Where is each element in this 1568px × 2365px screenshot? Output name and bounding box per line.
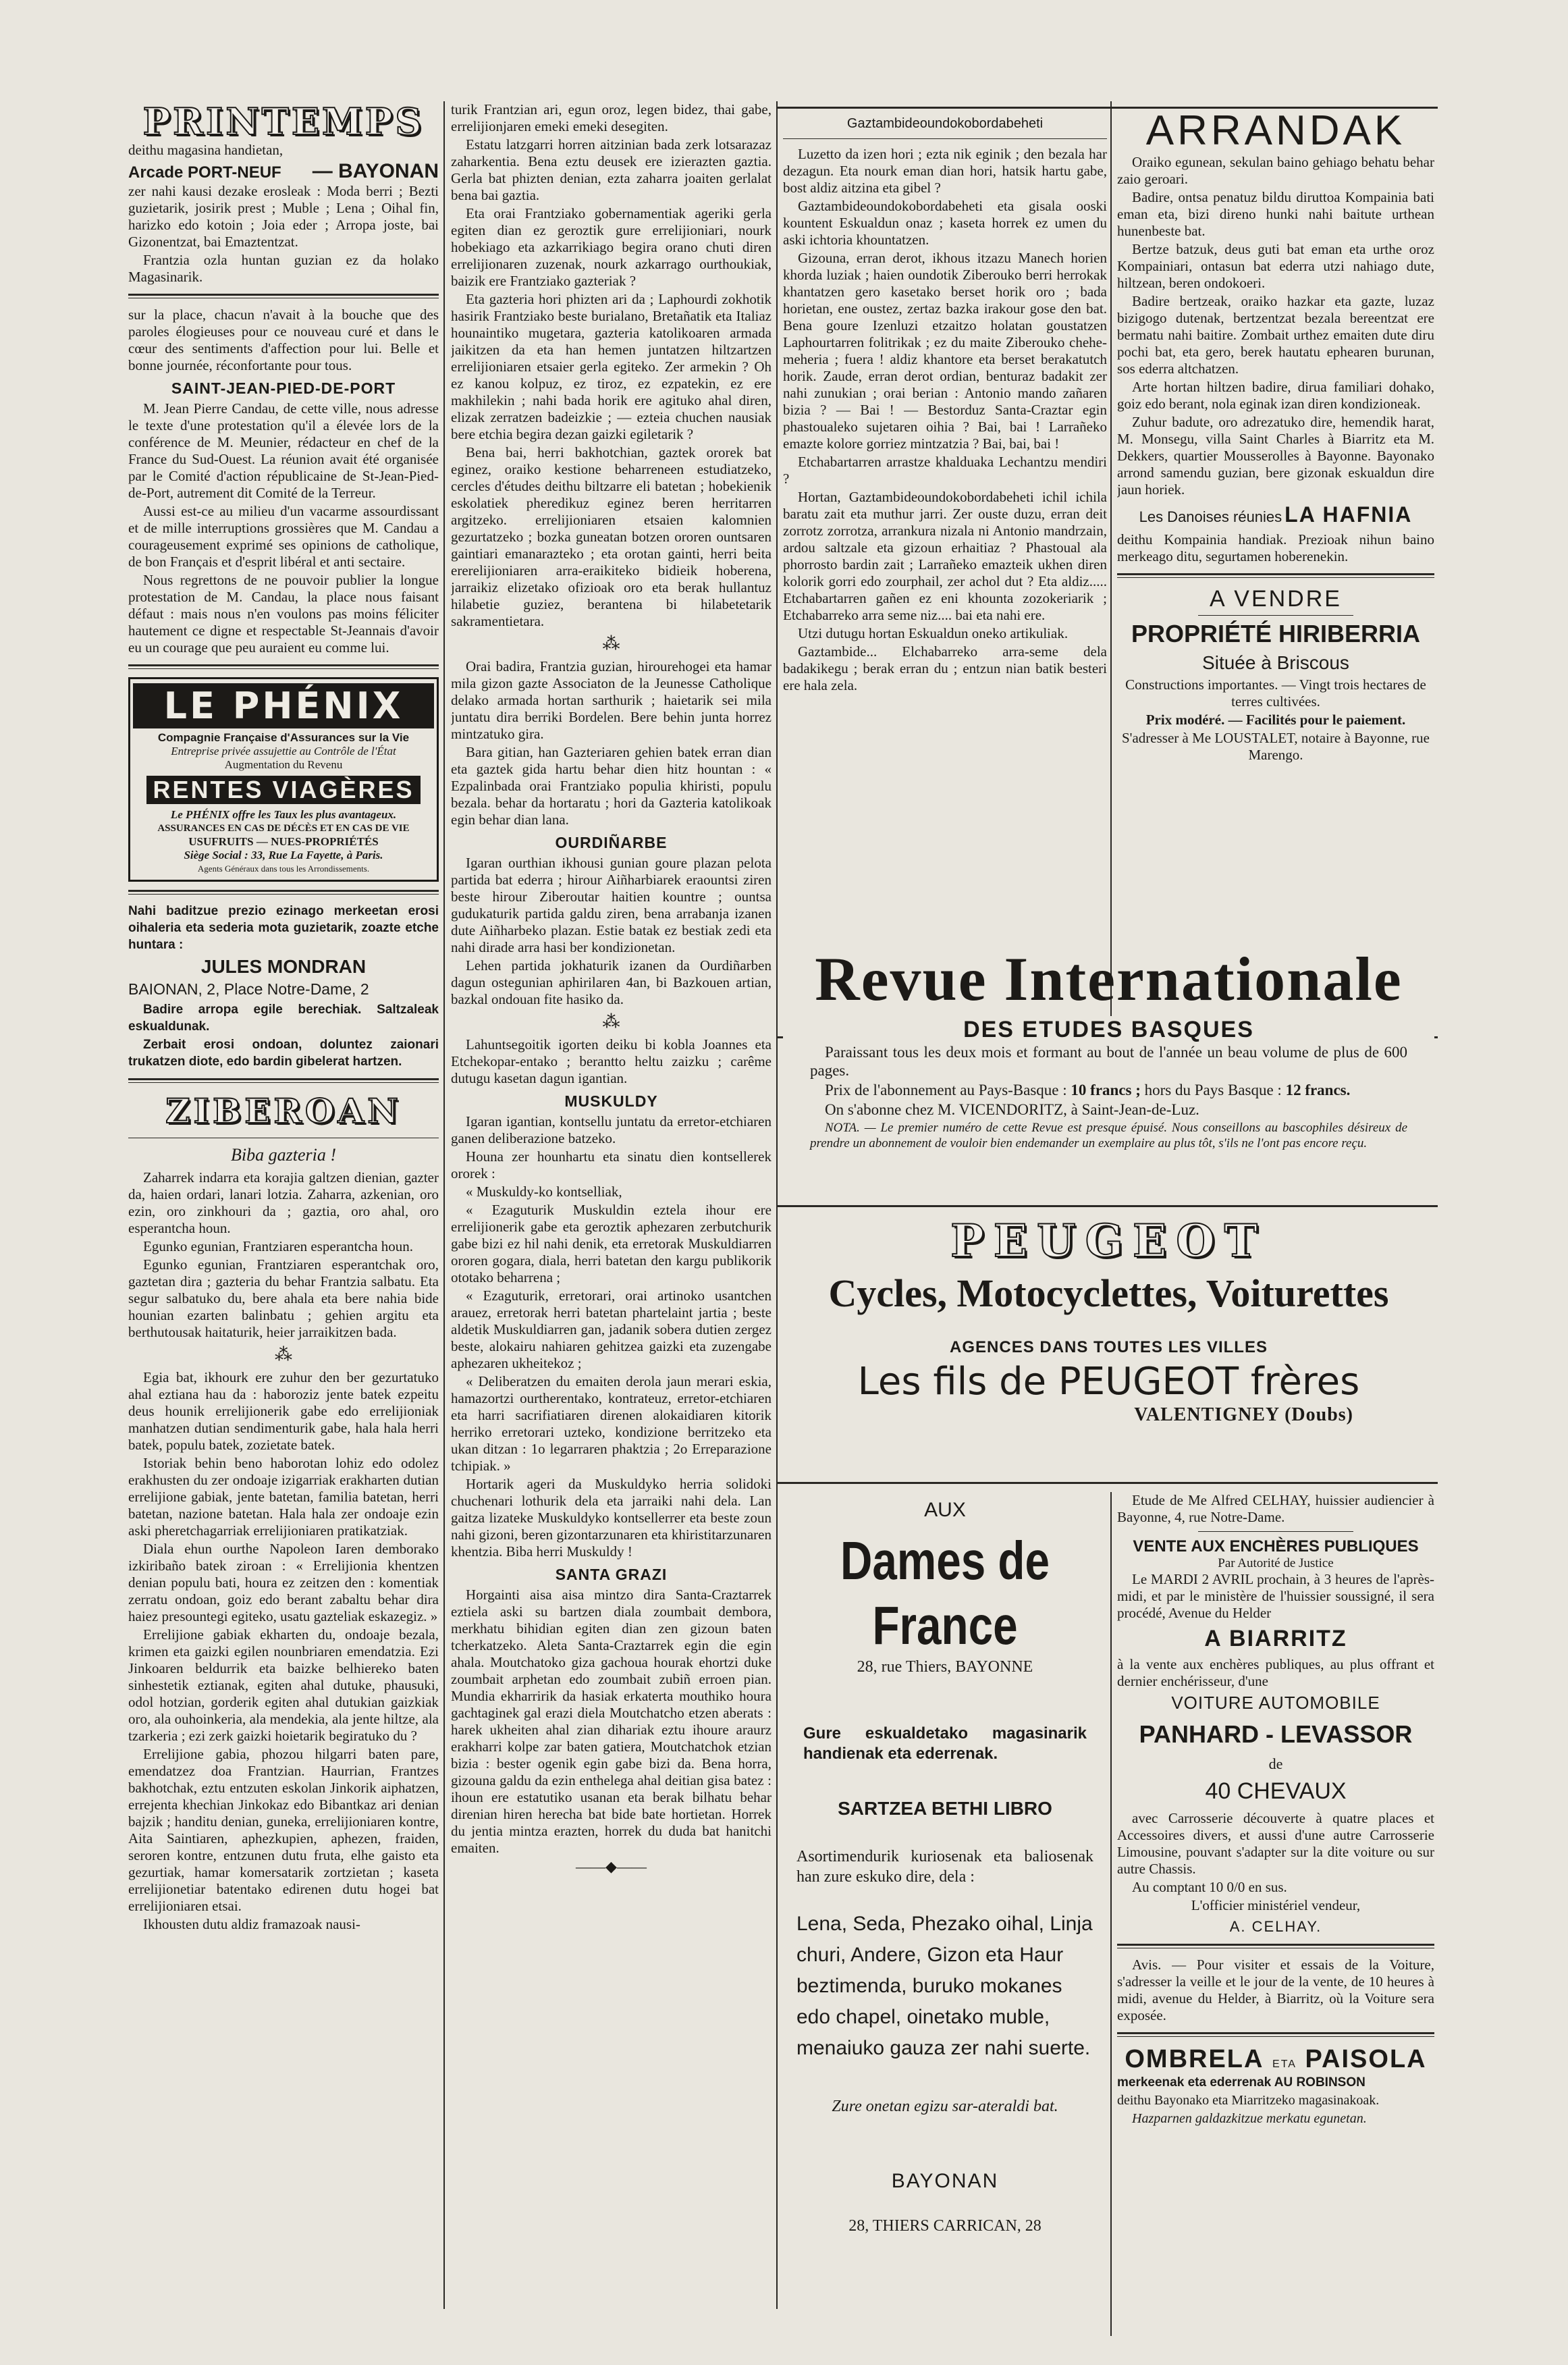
ombrela-word: OMBRELA bbox=[1125, 2045, 1264, 2073]
celhay-p6: L'officier ministériel vendeur, bbox=[1191, 1897, 1361, 1913]
revue-price-c: hors du Pays Basque : bbox=[1144, 1082, 1282, 1098]
sjpp-p2: Aussi est-ce au milieu d'un vacarme assourdissant et de mille interruptions grossières que M. Candau a courageusement exprimé ses opinions de catholique, de bon Français et d'esprit libéral et anti sectaire. bbox=[128, 503, 439, 570]
star-ornament: ⁂ bbox=[602, 1012, 620, 1032]
celhay-panhard: PANHARD - LEVASSOR bbox=[1139, 1720, 1413, 1748]
celhay-h2: Par Autorité de Justice bbox=[1218, 1556, 1334, 1570]
peugeot-title: PEUGEOT bbox=[950, 1215, 1267, 1267]
dames-l2: SARTZEA BETHI LIBRO bbox=[838, 1798, 1052, 1819]
musk-p2: Houna zer hounhartu eta sinatu dien kontsellerek ororek : bbox=[451, 1148, 772, 1181]
musk-p3: « Muskuldy-ko kontselliak, bbox=[466, 1184, 622, 1200]
ziberoan-p2: Egunko egunian, Frantziaren esperantcha houn. bbox=[143, 1238, 414, 1254]
col2-p6: Orai badira, Frantzia guzian, hirourehogei eta hamar mila gizon gazte Associaton de la Jeunesse Catholique delako armada hortan sarthurik ; haietarik sei mila juntatu dira berriki Bordelen. Bere behin junta horrez mintzatuko gira. bbox=[451, 658, 772, 742]
divider bbox=[128, 1078, 439, 1083]
candau-intro: sur la place, chacun n'avait à la bouche que des paroles élogieuses pour ce nouveau curé et dans le cœur des sentiments d'affection pour lui. Belle et bonne journée, réconfortante pour tous. bbox=[128, 307, 439, 373]
ziberoan-p4: Egia bat, ikhourk ere zuhur den ber gezurtatuko ahal eztiana hau da : haboroziz jente batek ezpeitu deus hounik errelijionerik gabe edo errelijioniak manhatzen dutian sendimenturik gabe, hala hala herri batek, populu batek, zozietate batek. bbox=[128, 1369, 439, 1453]
section-rule bbox=[776, 1205, 1438, 1207]
divider bbox=[1198, 615, 1353, 616]
divider bbox=[128, 294, 439, 298]
hafnia-name: LA HAFNIA bbox=[1285, 502, 1413, 527]
printemps-line: deithu magasina handietan, bbox=[128, 142, 283, 158]
vendre-l2: Prix modéré. — Facilités pour le paiement. bbox=[1145, 712, 1406, 728]
revue-price-b: 10 francs ; bbox=[1071, 1082, 1141, 1098]
printemps-address bbox=[128, 160, 439, 183]
phenix-l5: ASSURANCES EN CAS DE DÉCÈS ET EN CAS DE VIE bbox=[157, 823, 410, 834]
arrandak-p6: Zuhur badute, oro adrezatuko dire, hemendik harat, M. Monsegu, villa Saint Charles à Biarritz eta M. Dekkers, quartier Mousserolles à Bayonne. Bayonako arrond samendu guzian, bere gizonak eskualdun dire jaun horiek. bbox=[1117, 414, 1434, 498]
dames-l7: 28, THIERS CARRICAN, 28 bbox=[848, 2217, 1042, 2235]
divider bbox=[783, 138, 1107, 139]
ourdinarbe-heading: OURDIÑARBE bbox=[555, 834, 668, 851]
celhay-avis: Avis. — Pour visiter et essais de la Voiture, s'adresser la veille et le jour de la vente, de 10 heures à midi, avenue du Helder, à Biarritz, où la Voiture sera exposée. bbox=[1117, 1957, 1434, 2023]
ziberoan-p9: Ikhousten dutu aldiz framazoak nausi- bbox=[143, 1916, 360, 1932]
revue-price bbox=[810, 1081, 1407, 1099]
phenix-l7: Siège Social : 33, Rue La Fayette, à Paris. bbox=[184, 849, 383, 861]
dames-de-france-ad bbox=[783, 1492, 1107, 2336]
celhay-p5: Au comptant 10 0/0 en sus. bbox=[1132, 1879, 1287, 1895]
col2-p5: Bena bai, herri bakhotchian, gaztek ororek bat eginez, oraiko kestione beharreneen estudiatzeko, cercles d'études deithu biltzarre eli batetan ; hobekienik eskolatiek pheredikuz eginez beren herritarren argitzeko. errelijioniaren etsaien kalomnien gezurtatzeko ; bozka guneatan botzen ororen ountsaren gaintiari emanarazteko ; eta orotan gainti, herri beita ererelijioniaren arra-eraikiteko bidieik hoberena, jarraikiz elizetako ofizioak oro eta berak hullantuz hilabetie guziez, berantena bi hilabetetarik sakramentietara. bbox=[451, 444, 772, 629]
col3-p6: Utzi dutugu hortan Eskualdun oneko artikuliak. bbox=[798, 625, 1069, 641]
celhay-p3: à la vente aux enchères publiques, au plus offrant et dernier enchérisseur, d'une bbox=[1117, 1656, 1434, 1689]
vendre-sit: Située à Briscous bbox=[1202, 652, 1349, 673]
sjpp-p3: Nous regrettons de ne pouvoir publier la longue protestation de M. Candau, la place nous faisant défaut : mais nous n'en voulons pas moins féliciter hautement ce digne et respectable St-Jeannais d'avoir eu un courage que peu auraient eu comme lui. bbox=[128, 572, 439, 656]
celhay-p2: Le MARDI 2 AVRIL prochain, à 3 heures de l'après-midi, et par le ministère de l'huissier soussigné, il sera procédé, Avenue du Helder bbox=[1117, 1571, 1434, 1621]
printemps-text2: Frantzia ozla huntan guzian ez da holako Magasinarik. bbox=[128, 252, 439, 285]
column-rule bbox=[1110, 101, 1112, 1033]
peugeot-ad bbox=[783, 1215, 1434, 1479]
ourd-p1: Igaran ourthian ikhousi gunian goure plazan pelota partida bat ederra ; hirour Aiñharbiarek eraountsi ziren beste hirour Ziberoutar haitien kountre ; ountsa gudukaturik partida galdu ziren, bena arrabanja izanen dute Aiñharbeko plazan. Estie batak ez bestiak zedi eta nahi dirade arra hasi ber kondizionetan. bbox=[451, 855, 772, 955]
musk-p6: « Deliberatzen du emaiten derola jaun merari eskia, hamazortzi ourtherentako, kontrateuz, erretor-etchiaren eta harri sacrifiatiaren direnen alokaidiaren kitorik herriko erretorari uzteko, kondizione berritzeko eta ukan ditzan : 1o legarraren phaktzia ; 2o Erreparazione tchipiak. » bbox=[451, 1373, 772, 1474]
celhay-signature: A. CELHAY. bbox=[1229, 1918, 1322, 1935]
mondran-l2: Zerbait erosi ondoan, doluntez zaionari trukatzen diote, edo bardin gibelerat hartzen. bbox=[128, 1038, 439, 1069]
ziberoan-p1: Zaharrek indarra eta korajia galtzen dienian, gazter da, haien ordari, lanari lotzia. Zaharra, azkenian, oro ezin, oro zinkhouri da ; gaztia, oro ahal, oro esperantcha houn. bbox=[128, 1169, 439, 1236]
ziberoan-p8: Errelijione gabia, phozou hilgarri baten pare, emendatzez doa Frantzian. Haurrian, Frantzes bakhotchak, eztu entzuten eskolan Jinkorik aiphatzen, errejenta khechian Jinkokaz edo Bibantkaz ari denian bajzik ; handitu denian, guneka, errelijioniaren kontre, Aita Saintiaren, aphezkupien, aphezen, fraiden, seroren kontre, entzunen dutu fruta, elhe gaisto eta gezurtiak, hamar komersatarik zortzietan ; kaseta errelijionetiar batentako edirenen dutu hogei bat errelijioniaren etsai. bbox=[128, 1746, 439, 1914]
end-ornament: ——◆—— bbox=[576, 1858, 647, 1875]
ourd-p2: Lehen partida jokhaturik izanen da Ourdiñarben dagun ostegunian aphirilaren 4an, bi Bazkouen artian, bazkal ondouan fite hasiko da. bbox=[451, 957, 772, 1007]
celhay-p1: Etude de Me Alfred CELHAY, huissier audiencier à Bayonne, 4, rue Notre-Dame. bbox=[1117, 1492, 1434, 1525]
vendre-l1: Constructions importantes. — Vingt trois hectares de terres cultivées. bbox=[1125, 676, 1426, 710]
arrandak-p2: Badire, ontsa penatuz bildu diruttoa Kompainia bati eman eta, bizi direno hunki nahi baitute urthean hunenbeste bat. bbox=[1117, 189, 1434, 239]
musk-p5: « Ezaguturik, erretorari, orai artinoko usantchen arauez, erretorak herri batetan phartelaint jartia ; beste aldetik Muskuldiarren gan, jadanik sobera dutien zergez beste, alokairu nahiaren gehitzea gaizki eta zuzengabe aphezaren ukheitekoz ; bbox=[451, 1287, 772, 1371]
ziberoan-p6: Diala ehun ourthe Napoleon Iaren demborako izkiribaño batek ziroan : « Errelijionia khentzen denian populu bati, houra ez zeitzen den : komentiak zerratu ondoan, goiz edo berant zabaltu behar dira haiez presountegi egiteko, usatu gazteliak eskazegiz. » bbox=[128, 1541, 439, 1624]
mondran-l1: Badire arropa egile berechiak. Saltzaleak eskualdunak. bbox=[128, 1003, 439, 1034]
divider bbox=[1198, 1531, 1353, 1532]
peugeot-sub: Cycles, Motocyclettes, Voiturettes bbox=[828, 1271, 1389, 1315]
revue-subtitle: DES ETUDES BASQUES bbox=[783, 1016, 1434, 1043]
arrandak-p3: Bertze batzuk, deus guti bat eman eta urthe oroz Kompainiari, ontasun bat ederra utzi nahiago dute, hiltzean, beren ondokoeri. bbox=[1117, 241, 1434, 291]
dames-l6: BAYONAN bbox=[891, 2170, 999, 2192]
col2-p7: Bara gitian, han Gazteriaren gehien batek erran dian eta gaztek gida hartu behar dien hitz hountan : « Ezpalinbada orai Frantziako populia khiristi, populu bezala. behar da hortaratu ; hori da Gazteria katolikoak egin behar dian lana. bbox=[451, 744, 772, 828]
vendre-l3: S'adresser à Me LOUSTALET, notaire à Bayonne, rue Marengo. bbox=[1122, 730, 1430, 763]
ombrela-eta: ETA bbox=[1272, 2058, 1297, 2070]
dames-l3: Asortimendurik kuriosenak eta baliosenak han zure eskuko dire, dela : bbox=[796, 1848, 1093, 1886]
peugeot-valentigney: VALENTIGNEY (Doubs) bbox=[1134, 1404, 1353, 1425]
star-ornament: ⁂ bbox=[275, 1345, 292, 1364]
col3-p1: Luzetto da izen hori ; ezta nik eginik ; den bezala har dezagun. Eta nourk eman dian hori, hatsik hartu gabe, bost aldiz aitzina eta gibel ? bbox=[783, 146, 1107, 196]
ombrela-l3: Hazparnen galdazkitzue merkatu egunetan. bbox=[1132, 2111, 1367, 2126]
printemps-city: — BAYONAN bbox=[312, 160, 439, 182]
revue-l3: On s'abonne chez M. VICENDORITZ, à Saint-Jean-de-Luz. bbox=[825, 1101, 1199, 1118]
mondran-intro: Nahi baditzue prezio ezinago merkeetan erosi oihaleria eta sederia mota guzietarik, zoazte etche huntara : bbox=[128, 904, 439, 952]
dames-addr: 28, rue Thiers, BAYONNE bbox=[857, 1658, 1033, 1676]
phenix-ad bbox=[128, 677, 439, 882]
col3-p7: Gaztambide... Elchabarreko arra-seme dela badakikegu ; berak erran du ; entzun nian batik besteri ere hala zela. bbox=[783, 643, 1107, 693]
arrandak-p1: Oraiko egunean, sekulan baino gehiago behatu behar zaio geroari. bbox=[1117, 154, 1434, 187]
revue-price-a: Prix de l'abonnement au Pays-Basque : bbox=[825, 1082, 1067, 1098]
divider bbox=[1117, 2032, 1434, 2037]
divider bbox=[128, 890, 439, 895]
dames-aux: AUX bbox=[924, 1499, 966, 1521]
arrandak-title: ARRANDAK bbox=[1145, 107, 1406, 154]
mondran-addr: BAIONAN, 2, Place Notre-Dame, 2 bbox=[128, 980, 369, 998]
ziberoan-p7: Errelijione gabiak ekharten du, ondoaje bezala, krimen eta gaizki egilen nounbriaren emendatzia. Ezi Jinkoaren beldurrik eta baizke belhiereko baten sinhestetik eztianak, egiten ahal dutuke, phausuki, odol hotzian, gorderik egiten ahal dutukian gaizkiak oro, ala ouhoinkeria, ala mendekia, ala jente hiltze, ala tzarkeria ; ezi zerk gaizki hoietarik begiratuko du ? bbox=[128, 1626, 439, 1744]
star-ornament: ⁂ bbox=[602, 634, 620, 654]
column-4 bbox=[1117, 101, 1434, 1043]
col3-p3: Gizouna, erran derot, ikhous itzazu Manech horien khorda luziak ; haien oundotik Ziberouko berri herrokak khantatzen gero kasetako berset horik oro ; bada horietan, ene oustez, zertaz bazka irakour gose den bat. Bena goure Izenluzi etzaitzo holatan goustatzen Laphourtarren folitrikak ; ez du maite Ziberouko chehe-meheria ; fuera ! aldiz khantore eta berset berakatutch horik. Zaude, erran derot ordian, benturaz badakit zer nahi zunukian ; orai berian : Antonio mando zañaren bizia ? — Bai ! — Bestorduz Santa-Craztar egin phastoualeko sujetaren oihia ? Bai, bai ! Larrañeko emazte kolore gorriez mintzatzia ? Bai, bai, bai ! bbox=[783, 250, 1107, 452]
muskuldy-heading: MUSKULDY bbox=[564, 1092, 658, 1110]
col2-p4: Eta gazteria hori phizten ari da ; Laphourdi zokhotik hasirik Frantziako beste burialano, Bretañatik eta Italiaz hounaintiko mugetara, gazteria katolikoaren armada jaikitzen da eta han hemen juntatzen hiltzartzen errelijioniaren etsaier gerla egiteko. Zer armekin ? Oh ez kanou kolpuz, ez tiroz, ez ezpatekin, ez ere makhilekin ; nahi bada horik ere agituko ahal diren, elizak zerratzen badeizkie ; — ezteia chuchen nausiak bere etchia begira dezan gaizki egiletarik ? bbox=[451, 291, 772, 442]
phenix-l4: Le PHÉNIX offre les Taux les plus avantageux. bbox=[170, 808, 397, 821]
column-2 bbox=[451, 101, 772, 2316]
column-rule bbox=[443, 101, 445, 2309]
sjpp-heading: SAINT-JEAN-PIED-DE-PORT bbox=[171, 379, 396, 397]
sjpp-p1: M. Jean Pierre Candau, de cette ville, nous adresse le texte d'une protestation qu'il a élevée lors de la conférence de M. Meunier, rédacteur en chef de la France du Sud-Ouest. La réunion avait été organisée par le Comité d'action républicaine de St-Jean-Pied-de-Port, autrement dit Comité de la Terreur. bbox=[128, 400, 439, 501]
revue-ad bbox=[783, 1043, 1434, 1151]
ombrela-l2: deithu Bayonako eta Miarritzeko magasinakoak. bbox=[1117, 2093, 1380, 2108]
ziberoan-p5: Istoriak behin beno haborotan lohiz edo odolez erakhusten du zer ondoaje izigarriak erakharten dutian errelijione gabiak, jente batetan, familia batetan, herri batetan, nazione batetan. Hala hala zer ondoaje ezin aski pheretchagarriak errelijioniaren pratikatziak. bbox=[128, 1455, 439, 1539]
ziberoan-p3: Egunko egunian, Frantziaren esperantchak oro, gaztetan dira ; gazteria du behar Frantzia salbatu. Eta segur salbatuko du, bere ahala eta bere nahia bide hounian ezarten balinbatu ; gehien argitu eta berthutousak haitaturik, heier jarraikitzen bada. bbox=[128, 1256, 439, 1340]
col3-p2: Gaztambideoundokobordabeheti eta gisala ooski kountent Eskualdun onaz ; kaseta horrek ez umen du aski ichtoria khountatzen. bbox=[783, 198, 1107, 248]
dames-l4: Lena, Seda, Phezako oihal, Linja churi, Andere, Gizon eta Haur beztimenda, buruko mokanes edo chapel, oinetako muble, menaiuko gauza zer nahi suerte. bbox=[796, 1913, 1093, 2059]
celhay-cv: 40 CHEVAUX bbox=[1205, 1778, 1347, 1804]
column-1 bbox=[128, 101, 439, 2316]
vendre-title: A VENDRE bbox=[1210, 586, 1342, 612]
printemps-title: PRINTEMPS bbox=[142, 101, 425, 143]
ombrela-line bbox=[1117, 2045, 1434, 2074]
hafnia-line bbox=[1117, 502, 1434, 527]
ombrela-l1: merkeenak eta ederrenak AU ROBINSON bbox=[1117, 2075, 1366, 2090]
celhay-city: A BIARRITZ bbox=[1204, 1626, 1347, 1651]
revue-title: Revue Internationale bbox=[815, 945, 1403, 1013]
printemps-arcade: Arcade PORT-NEUF bbox=[128, 163, 281, 182]
musk-p7: Hortarik ageri da Muskuldyko herria solidoki chuchenari lothurik dela eta jarraiki nahi dela. Lan gaitza lizateke Muskuldyko kontsellerrer eta beste zoun nahi gizoni, beren gizontarzunaren eta khiristitarzunaren khentzia. Biba herri Muskuldy ! bbox=[451, 1476, 772, 1560]
divider bbox=[1117, 573, 1434, 578]
phenix-l6: USUFRUITS — NUES-PROPRIÉTÉS bbox=[188, 835, 379, 848]
phenix-l3: Augmentation du Revenu bbox=[224, 758, 343, 771]
musk-p4: « Ezaguturik Muskuldin eztela ihour ere errelijionerik gabe eta geroztik aphezaren zerbutchurik gabe bizi ez hil nahi denik, eta erretorak Muskuldiarren ororen gogara, diala, herri batetan den kargu publikorik ototako beharrena ; bbox=[451, 1202, 772, 1285]
dames-l5: Zure onetan egizu sar-ateraldi bat. bbox=[832, 2098, 1058, 2115]
grazi-p1: Horgainti aisa aisa mintzo dira Santa-Craztarrek eztiela aski su bartzen diala zoumbait dembora, merkhatu bihidian egiten dian zen gizoun baten tcherkatzeko. Aleta Santa-Craztarrek egin die egin ahala. Moutchatoko giza gachoua hourak ehortzi duke zoumbait arphetan edo zoumbait zubiñ erroen pian. Mundia ekharririk da hasiak erkaterta mouthiko houra gachtaginek gal erazi diela Moutchatcho etzen aberats : harek ukheiten ahal zian dihariak eztu ihoure araurz erakharri kolpe zar baten gatiera, Moutchatchok etzian bizia : bester ogenik egin gabe bizi da. Bena horra, gizouna galdu da ezin enthelega ahal deitian gisa batez : ihoun ere estatutiko usanan eta berak bilhatu behar direnian hiren herecha bat bide bate hortietan. Horrek du jentia mintza erazten, horrek du duda bat hanitchi emaiten. bbox=[451, 1587, 772, 1856]
col2-p2: Estatu latzgarri horren aitzinian bada zerk lotsarazaz zaharkentia. Bena eztu deusek ere izierazten gaztia. Gerla bat phizten denian, ezta zaharra joaiten gerlalat bena bai gaztia. bbox=[451, 136, 772, 203]
column-rule bbox=[1110, 1492, 1112, 2336]
celhay-de: de bbox=[1268, 1755, 1283, 1772]
dames-title: Dames de France bbox=[840, 1531, 1050, 1655]
peugeot-agences: AGENCES DANS TOUTES LES VILLES bbox=[950, 1338, 1268, 1356]
hafnia-prefix: Les Danoises réunies bbox=[1139, 508, 1282, 525]
col2-p1: turik Frantzian ari, egun oroz, legen bidez, thai gabe, errelijionjaren emeki emeki desegiten. bbox=[451, 101, 772, 134]
musk-p1: Igaran igantian, kontsellu juntatu da erretor-etchiaren ganen deliberazione batzeko. bbox=[451, 1113, 772, 1146]
ourd-p3: Lahuntsegoitik igorten deiku bi kobla Joannes eta Etchekopar-entako ; berantto heltu zaizku ; carême dutugu kasetan dagun igantian. bbox=[451, 1036, 772, 1086]
arrandak-p5: Arte hortan hiltzen badire, dirua familiari dohako, goiz edo berant, nola eginak izan diren kondizioneak. bbox=[1117, 379, 1434, 412]
revue-note: NOTA. — Le premier numéro de cette Revue est presque épuisé. Nous conseillons au bascophiles désireux de prendre un abonnement de vouloir bien endemander un exemplaire au plus tôt, s'ils ne l'ont pas encore reçu. bbox=[810, 1121, 1407, 1150]
phenix-l2: Entreprise privée assujettie au Contrôle de l'État bbox=[171, 745, 396, 758]
phenix-l1: Compagnie Française d'Assurances sur la Vie bbox=[157, 731, 410, 744]
col3-p5: Hortan, Gaztambideoundokobordabeheti ichil ichila baratu zait eta muthur jarri. Zer ouste duzu, erran deit zorrotz zorrotza, arrankura nizala ni Antonio mandrzain, ardou saltzale eta gizoun erhaitiaz ? Phastoual ala phorrosto bardin zait ; Larrañeko emazteik ukhen diren kolorik gorri edo zourphail, zer achol dut ? Eta aldiz..... Etchabartarren gañen ez eni khounta zozokeriarik ; Etchabarreko arra seme niz.... bai eta nahi ere. bbox=[783, 489, 1107, 623]
col3-heading: Gaztambideoundokobordabeheti bbox=[846, 116, 1044, 131]
column-3 bbox=[783, 101, 1107, 1043]
printemps-text: zer nahi kausi dezake erosleak : Moda berri ; Bezti guzietarik, josirik prest ; Muble ; Lena ; Oihal fin, harizko edo kotoin ; Joia eder ; Arropa joste, bai Gizonentzat, bai Emaztentzat. bbox=[128, 183, 439, 250]
celhay-h1: VENTE AUX ENCHÈRES PUBLIQUES bbox=[1133, 1537, 1419, 1556]
ziberoan-sub: Biba gazteria ! bbox=[231, 1145, 336, 1165]
col3-p4: Etchabartarren arrastze khalduaka Lechantzu mendiri ? bbox=[783, 454, 1107, 487]
santa-grazi-heading: SANTA GRAZI bbox=[555, 1566, 668, 1583]
revue-price-d: 12 francs. bbox=[1285, 1082, 1351, 1098]
col2-p3: Eta orai Frantziako gobernamentiak ageriki gerla egiten dian ez geroztik gure errelijioniari, nourk hobekiago eta azkarrikiago begira orano chuti diren errelijionaren zuzenak, nourk azkarrago ourthoukiak, baizik ere Frantziako gazteriak ? bbox=[451, 205, 772, 289]
divider bbox=[1117, 1944, 1434, 1948]
section-rule bbox=[776, 1482, 1438, 1484]
peugeot-fils: Les fils de PEUGEOT frères bbox=[857, 1360, 1360, 1404]
phenix-rentes: RENTES VIAGÈRES bbox=[146, 776, 421, 804]
arrandak-p4: Badire bertzeak, oraiko hazkar eta gazte, luzaz bizigogo dutenak, bertzentzat bezala bereentzat ere bermatu nahi baitire. Zombait urthez emaiten dute diru pochi bat, eta gero, berek hautatu ephearen burunan, sos ederra altchatzen. bbox=[1117, 293, 1434, 377]
divider bbox=[128, 664, 439, 669]
arrandak-p7: deithu Kompainia handiak. Prezioak nihun baino merkeago ditu, segurtamen hoberenekin. bbox=[1117, 531, 1434, 564]
phenix-title: LE PHÉNIX bbox=[133, 683, 434, 728]
celhay-p4: avec Carrosserie découverte à quatre places et Accessoires divers, et aussi d'une autre Carrosserie Limousine, pouvant s'adapter sur la dite voiture ou sur autre Chassis. bbox=[1117, 1810, 1434, 1877]
paisola-word: PAISOLA bbox=[1305, 2045, 1427, 2073]
vendre-prop: PROPRIÉTÉ HIRIBERRIA bbox=[1131, 620, 1421, 647]
phenix-l8: Agents Généraux dans tous les Arrondissements. bbox=[197, 863, 370, 874]
celhay-auction-ad bbox=[1117, 1492, 1434, 2336]
celhay-voiture: VOITURE AUTOMOBILE bbox=[1171, 1693, 1380, 1713]
dames-l1: Gure eskualdetako magasinarik handienak eta ederrenak. bbox=[803, 1724, 1087, 1763]
revue-l1: Paraissant tous les deux mois et formant au bout de l'année un beau volume de plus de 600 pages. bbox=[810, 1044, 1407, 1079]
mondran-name: JULES MONDRAN bbox=[200, 956, 367, 977]
ziberoan-title: ZIBEROAN bbox=[165, 1091, 402, 1131]
